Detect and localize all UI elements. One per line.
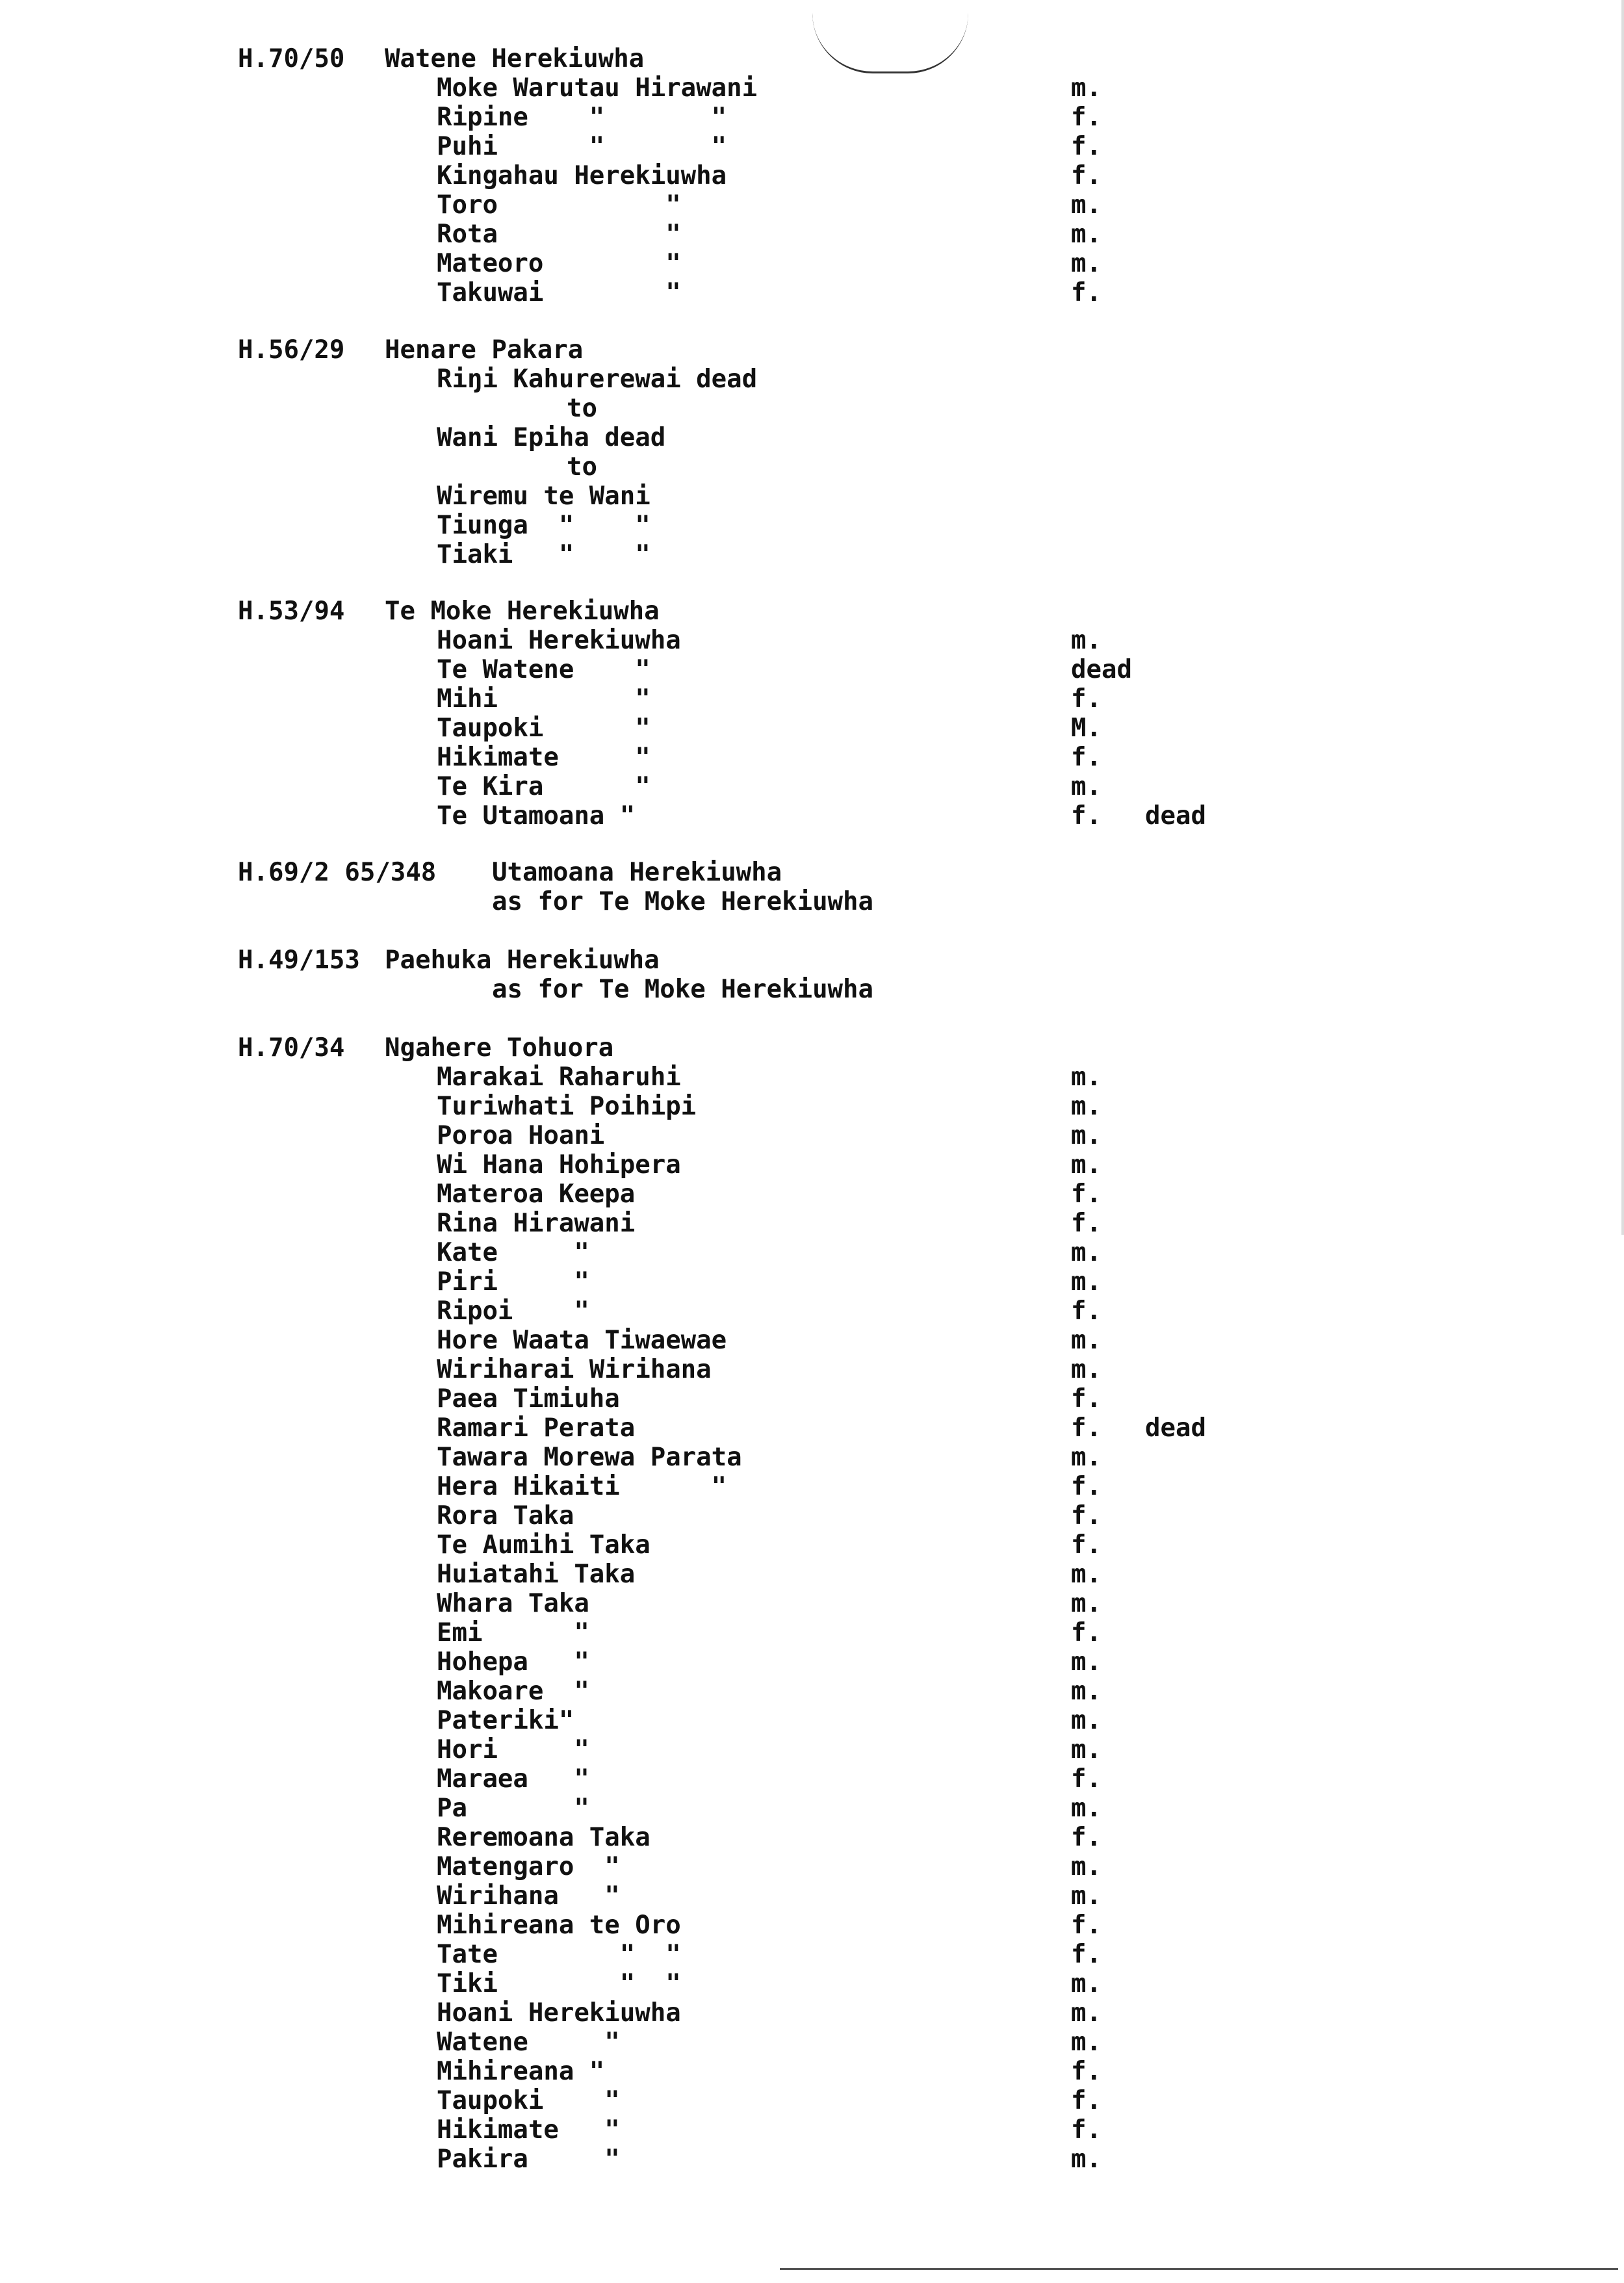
- sex-marker: m.: [1071, 1735, 1102, 1764]
- list-item: [0, 1501, 1624, 1530]
- sex-marker: m.: [1071, 1677, 1102, 1706]
- list-item: [0, 1209, 1624, 1238]
- person-name: Wiremu te Wani: [437, 482, 651, 511]
- sex-marker: m.: [1071, 1589, 1102, 1618]
- list-item: [0, 655, 1624, 684]
- sex-marker: m.: [1071, 220, 1102, 249]
- entry-name: Ngahere Tohuora: [385, 1033, 614, 1063]
- sex-marker: f.: [1071, 1501, 1102, 1530]
- person-name: Riŋi Kahurerewai dead: [437, 365, 758, 394]
- list-item: [0, 975, 1624, 1004]
- sex-marker: m.: [1071, 1560, 1102, 1589]
- person-name: Te Aumihi Taka: [437, 1530, 651, 1560]
- file-reference: H.53/94: [238, 597, 345, 626]
- person-name: Maraea ": [437, 1764, 589, 1794]
- list-item: [0, 801, 1624, 831]
- person-name: Tate " ": [437, 1940, 681, 1969]
- sex-marker: m.: [1071, 1969, 1102, 1998]
- list-item: [0, 1823, 1624, 1852]
- list-item: [0, 743, 1624, 772]
- entry-name: Te Moke Herekiuwha: [385, 597, 660, 626]
- person-name: Mateoro ": [437, 249, 681, 278]
- person-name: Hore Waata Tiwaewae: [437, 1326, 727, 1355]
- sex-marker: f.: [1071, 1823, 1102, 1852]
- person-name: Mihireana ": [437, 2057, 605, 2086]
- sex-marker: m.: [1071, 1355, 1102, 1384]
- sex-marker: f.: [1071, 1209, 1102, 1238]
- list-item: [0, 1443, 1624, 1472]
- list-item: [0, 1852, 1624, 1881]
- person-name: Taupoki ": [437, 2086, 620, 2115]
- file-reference: H.56/29: [238, 335, 345, 365]
- sex-marker: f.: [1071, 684, 1102, 714]
- list-item: [0, 1881, 1624, 1911]
- entry-block: [0, 1033, 1624, 2174]
- note-text: as for Te Moke Herekiuwha: [492, 887, 873, 916]
- list-item: [0, 540, 1624, 569]
- person-name: Marakai Raharuhi: [437, 1063, 681, 1092]
- person-name: Watene ": [437, 2028, 620, 2057]
- list-item: [0, 1735, 1624, 1764]
- list-item: [0, 1180, 1624, 1209]
- sex-marker: f.: [1071, 1618, 1102, 1647]
- sex-marker: m.: [1071, 73, 1102, 103]
- sex-marker: f.: [1071, 1472, 1102, 1501]
- person-name: Wani Epiha dead: [437, 423, 666, 452]
- sex-marker: f.: [1071, 743, 1102, 772]
- person-name: Ripine " ": [437, 103, 727, 132]
- page-edge-bottom: [780, 2268, 1618, 2270]
- list-item: [0, 2028, 1624, 2057]
- list-item: [0, 1063, 1624, 1092]
- list-item: [0, 132, 1624, 161]
- sex-marker: m.: [1071, 1647, 1102, 1677]
- list-item: [0, 1911, 1624, 1940]
- person-name: Wiriharai Wirihana: [437, 1355, 712, 1384]
- connector-text: to: [567, 394, 597, 423]
- sex-marker: m.: [1071, 1881, 1102, 1911]
- sex-marker: m.: [1071, 190, 1102, 220]
- person-name: Turiwhati Poihipi: [437, 1092, 697, 1121]
- file-reference: H.49/153: [238, 946, 360, 975]
- person-name: Poroa Hoani: [437, 1121, 605, 1150]
- person-name: Piri ": [437, 1267, 589, 1296]
- sex-marker: m.: [1071, 1794, 1102, 1823]
- entry-block: [0, 946, 1624, 1004]
- list-item: [0, 1296, 1624, 1326]
- list-item: [0, 684, 1624, 714]
- list-item: [0, 1355, 1624, 1384]
- list-item: [0, 511, 1624, 540]
- list-item: [0, 1647, 1624, 1677]
- person-name: Rina Hirawani: [437, 1209, 636, 1238]
- sex-marker: f.: [1071, 1911, 1102, 1940]
- list-item: [0, 190, 1624, 220]
- list-item: [0, 1677, 1624, 1706]
- list-item: [0, 220, 1624, 249]
- person-name: Te Utamoana ": [437, 801, 636, 831]
- sex-marker: f.: [1071, 2115, 1102, 2145]
- person-name: Makoare ": [437, 1677, 589, 1706]
- entry-header: [0, 597, 1624, 626]
- note-text: as for Te Moke Herekiuwha: [492, 975, 873, 1004]
- sex-marker: f.: [1071, 2057, 1102, 2086]
- sex-marker: m.: [1071, 249, 1102, 278]
- person-name: Tiunga " ": [437, 511, 651, 540]
- person-name: Kate ": [437, 1238, 589, 1267]
- person-name: Reremoana Taka: [437, 1823, 651, 1852]
- sex-marker: f.: [1071, 1764, 1102, 1794]
- sex-marker: f.: [1071, 1180, 1102, 1209]
- sex-marker: m.: [1071, 772, 1102, 801]
- list-item: [0, 1530, 1624, 1560]
- list-item: [0, 482, 1624, 511]
- person-name: Rota ": [437, 220, 681, 249]
- sex-marker: m.: [1071, 1063, 1102, 1092]
- person-name: Hohepa ": [437, 1647, 589, 1677]
- entry-block: [0, 335, 1624, 569]
- person-name: Toro ": [437, 190, 681, 220]
- person-name: Matengaro ": [437, 1852, 620, 1881]
- person-name: Pakira ": [437, 2145, 620, 2174]
- sex-marker: m.: [1071, 1852, 1102, 1881]
- person-name: Kingahau Herekiuwha: [437, 161, 727, 190]
- person-name: Paea Timiuha: [437, 1384, 620, 1413]
- list-item: [0, 103, 1624, 132]
- person-name: Tiki " ": [437, 1969, 681, 1998]
- list-item: [0, 161, 1624, 190]
- person-name: Pateriki": [437, 1706, 574, 1735]
- person-name: Taupoki ": [437, 714, 651, 743]
- sex-marker: M.: [1071, 714, 1102, 743]
- person-name: Pa ": [437, 1794, 589, 1823]
- entry-header: [0, 335, 1624, 365]
- file-reference: H.69/2 65/348: [238, 858, 437, 887]
- list-item: [0, 2086, 1624, 2115]
- list-item: [0, 1267, 1624, 1296]
- entry-name: Utamoana Herekiuwha: [492, 858, 782, 887]
- person-name: Hera Hikaiti ": [437, 1472, 727, 1501]
- list-item: [0, 1764, 1624, 1794]
- entry-name: Watene Herekiuwha: [385, 44, 645, 73]
- entry-name: Paehuka Herekiuwha: [385, 946, 660, 975]
- person-name: Puhi " ": [437, 132, 727, 161]
- list-item: [0, 1326, 1624, 1355]
- person-name: Mihireana te Oro: [437, 1911, 681, 1940]
- entry-block: [0, 858, 1624, 916]
- list-item: [0, 1150, 1624, 1180]
- entry-header: [0, 1033, 1624, 1063]
- list-item: [0, 2057, 1624, 2086]
- person-name: Whara Taka: [437, 1589, 589, 1618]
- list-item: [0, 626, 1624, 655]
- list-item: [0, 1384, 1624, 1413]
- list-item: [0, 2145, 1624, 2174]
- list-item: [0, 887, 1624, 916]
- sex-marker: f.: [1071, 1940, 1102, 1969]
- sex-marker: m.: [1071, 1238, 1102, 1267]
- list-item: [0, 1589, 1624, 1618]
- person-name: Rora Taka: [437, 1501, 574, 1530]
- person-name: Hikimate ": [437, 743, 651, 772]
- entry-header: [0, 946, 1624, 975]
- status-note: dead: [1145, 1413, 1206, 1443]
- sex-marker: dead: [1071, 655, 1132, 684]
- sex-marker: m.: [1071, 1706, 1102, 1735]
- sex-marker: f.: [1071, 161, 1102, 190]
- sex-marker: m.: [1071, 626, 1102, 655]
- person-name: Mihi ": [437, 684, 651, 714]
- list-item: [0, 394, 1624, 423]
- list-item: [0, 772, 1624, 801]
- sex-marker: m.: [1071, 1998, 1102, 2028]
- list-item: [0, 2115, 1624, 2145]
- sex-marker: f.: [1071, 278, 1102, 307]
- person-name: Emi ": [437, 1618, 589, 1647]
- person-name: Te Kira ": [437, 772, 651, 801]
- person-name: Ramari Perata: [437, 1413, 636, 1443]
- entry-block: [0, 597, 1624, 831]
- file-reference: H.70/34: [238, 1033, 345, 1063]
- list-item: [0, 1618, 1624, 1647]
- entry-header: [0, 858, 1624, 887]
- person-name: Wi Hana Hohipera: [437, 1150, 681, 1180]
- sex-marker: m.: [1071, 1443, 1102, 1472]
- list-item: [0, 278, 1624, 307]
- person-name: Takuwai ": [437, 278, 681, 307]
- person-name: Moke Warutau Hirawani: [437, 73, 758, 103]
- person-name: Wirihana ": [437, 1881, 620, 1911]
- sex-marker: m.: [1071, 2145, 1102, 2174]
- list-item: [0, 1413, 1624, 1443]
- person-name: Tawara Morewa Parata: [437, 1443, 742, 1472]
- person-name: Materoa Keepa: [437, 1180, 636, 1209]
- list-item: [0, 1998, 1624, 2028]
- person-name: Hoani Herekiuwha: [437, 1998, 681, 2028]
- sex-marker: f.: [1071, 801, 1102, 831]
- file-reference: H.70/50: [238, 44, 345, 73]
- list-item: [0, 73, 1624, 103]
- status-note: dead: [1145, 801, 1206, 831]
- entry-name: Henare Pakara: [385, 335, 584, 365]
- sex-marker: m.: [1071, 1092, 1102, 1121]
- sex-marker: m.: [1071, 1267, 1102, 1296]
- list-item: [0, 1794, 1624, 1823]
- sex-marker: f.: [1071, 1530, 1102, 1560]
- sex-marker: f.: [1071, 132, 1102, 161]
- list-item: [0, 1238, 1624, 1267]
- list-item: [0, 452, 1624, 482]
- list-item: [0, 1969, 1624, 1998]
- person-name: Tiaki " ": [437, 540, 651, 569]
- connector-text: to: [567, 452, 597, 482]
- sex-marker: m.: [1071, 2028, 1102, 2057]
- list-item: [0, 1706, 1624, 1735]
- list-item: [0, 249, 1624, 278]
- sex-marker: m.: [1071, 1150, 1102, 1180]
- sex-marker: m.: [1071, 1121, 1102, 1150]
- sex-marker: m.: [1071, 1326, 1102, 1355]
- entry-header: [0, 44, 1624, 73]
- list-item: [0, 714, 1624, 743]
- sex-marker: f.: [1071, 103, 1102, 132]
- list-item: [0, 1092, 1624, 1121]
- list-item: [0, 1560, 1624, 1589]
- person-name: Hoani Herekiuwha: [437, 626, 681, 655]
- person-name: Ripoi ": [437, 1296, 589, 1326]
- list-item: [0, 1121, 1624, 1150]
- person-name: Te Watene ": [437, 655, 651, 684]
- sex-marker: f.: [1071, 1384, 1102, 1413]
- sex-marker: f.: [1071, 1296, 1102, 1326]
- person-name: Huiatahi Taka: [437, 1560, 636, 1589]
- sex-marker: f.: [1071, 2086, 1102, 2115]
- person-name: Hikimate ": [437, 2115, 620, 2145]
- person-name: Hori ": [437, 1735, 589, 1764]
- list-item: [0, 423, 1624, 452]
- list-item: [0, 365, 1624, 394]
- sex-marker: f.: [1071, 1413, 1102, 1443]
- entry-block: [0, 44, 1624, 307]
- list-item: [0, 1940, 1624, 1969]
- list-item: [0, 1472, 1624, 1501]
